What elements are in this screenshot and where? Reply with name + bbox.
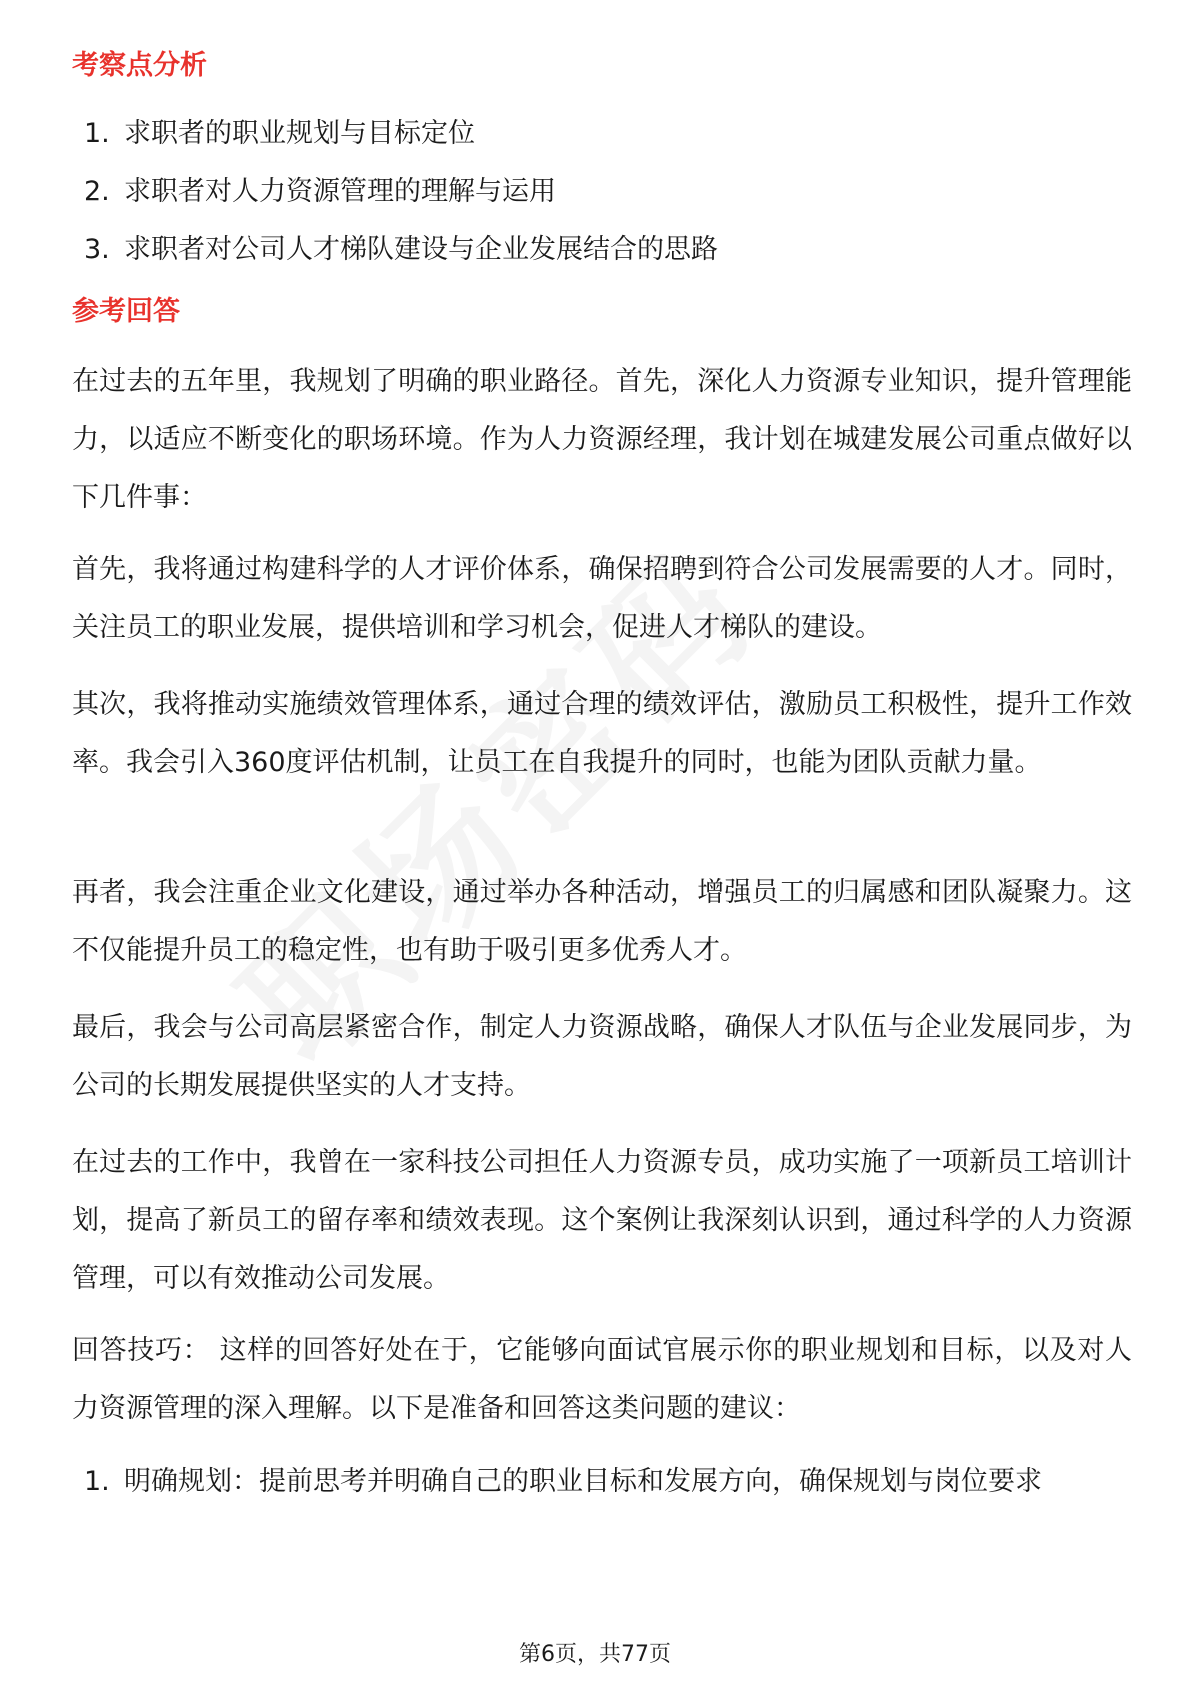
page-footer: 第6页，共77页 — [519, 1642, 671, 1667]
list-item-number: 3. — [84, 234, 110, 265]
list-item-text: 明确规划：提前思考并明确自己的职业目标和发展方向，确保规划与岗位要求 — [124, 1466, 1042, 1497]
list-item-text: 求职者对公司人才梯队建设与企业发展结合的思路 — [124, 234, 718, 265]
list-item-number: 1. — [84, 1466, 110, 1497]
list-item — [84, 114, 1124, 172]
answer-paragraph: 最后，我会与公司高层紧密合作，制定人力资源战略，确保人才队伍与企业发展同步，为公司的长期发展提供坚实的人才支持。 — [72, 1012, 1132, 1101]
list-item — [84, 1462, 1124, 1520]
answer-paragraph: 首先，我将通过构建科学的人才评价体系，确保招聘到符合公司发展需要的人才。同时，关注员工的职业发展，提供培训和学习机会，促进人才梯队的建设。 — [72, 554, 1132, 643]
list-item-number: 1. — [84, 118, 110, 149]
list-item-text: 求职者对人力资源管理的理解与运用 — [124, 176, 556, 207]
analysis-list — [84, 114, 1124, 288]
tips-paragraph: 回答技巧： 这样的回答好处在于，它能够向面试官展示你的职业规划和目标，以及对人力资源管理的深入理解。以下是准备和回答这类问题的建议： — [72, 1335, 1132, 1424]
answer-paragraph: 在过去的五年里，我规划了明确的职业路径。首先，深化人力资源专业知识，提升管理能力，以适应不断变化的职场环境。作为人力资源经理，我计划在城建发展公司重点做好以下几件事： — [72, 366, 1132, 513]
list-item — [84, 172, 1124, 230]
list-item-text: 求职者的职业规划与目标定位 — [124, 118, 475, 149]
analysis-section-title: 考察点分析 — [72, 50, 207, 81]
answer-section-title: 参考回答 — [72, 296, 180, 327]
answer-paragraph: 在过去的工作中，我曾在一家科技公司担任人力资源专员，成功实施了一项新员工培训计划，提高了新员工的留存率和绩效表现。这个案例让我深刻认识到，通过科学的人力资源管理，可以有效推动公司发展。 — [72, 1147, 1132, 1294]
answer-paragraph: 再者，我会注重企业文化建设，通过举办各种活动，增强员工的归属感和团队凝聚力。这不仅能提升员工的稳定性，也有助于吸引更多优秀人才。 — [72, 877, 1132, 966]
list-item-number: 2. — [84, 176, 110, 207]
tips-list — [84, 1462, 1124, 1520]
answer-paragraph: 其次，我将推动实施绩效管理体系，通过合理的绩效评估，激励员工积极性，提升工作效率。我会引入360度评估机制，让员工在自我提升的同时，也能为团队贡献力量。 — [72, 689, 1132, 778]
list-item — [84, 230, 1124, 288]
